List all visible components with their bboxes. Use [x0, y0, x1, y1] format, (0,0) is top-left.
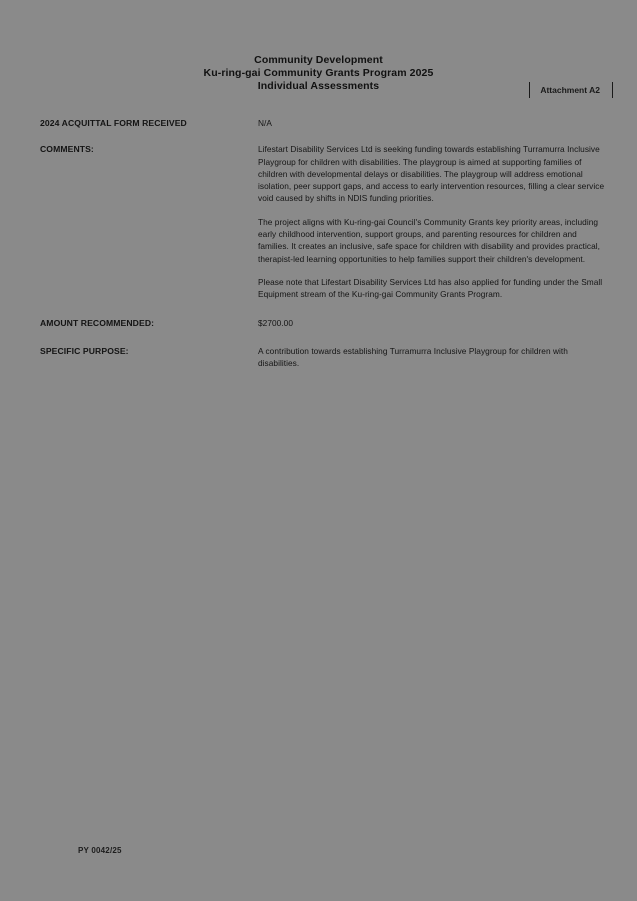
document-page: [20, 12, 617, 889]
header-line-3: Individual Assessments: [257, 80, 380, 92]
document-header: [20, 12, 617, 93]
table-row: [40, 117, 609, 129]
attachment-label: Attachment A2: [529, 82, 613, 98]
row-value: [258, 345, 609, 370]
table-row: [40, 143, 609, 300]
row-label: SPECIFIC PURPOSE:: [40, 345, 129, 356]
row-label: AMOUNT RECOMMENDED:: [40, 317, 155, 328]
header-line-2: Ku-ring-gai Community Grants Program 2025: [203, 67, 434, 79]
row-value: [258, 117, 609, 129]
row-paragraph: The project aligns with Ku-ring-gai Council's Community Grants key priority areas, including early childhood intervention, support groups, and parenting resources for children and families. It creates an inclusive, safe space for children with disability and provides practical, therapist-led learning opportunities to help families support their children's development.: [258, 216, 601, 264]
row-paragraph: A contribution towards establishing Turramurra Inclusive Playgroup for children with disabilities.: [258, 345, 568, 369]
row-paragraph: Lifestart Disability Services Ltd is seeking funding towards establishing Turramurra Inclusive Playgroup for children with disabilities. The playgroup is aimed at supporting families of children with developmental delays or disabilities. The playgroup will address emotional isolation, peer support gaps, and access to early intervention resources, filling a clear service void caused by shifts in NDIS funding priorities.: [258, 144, 605, 204]
row-label: 2024 ACQUITTAL FORM RECEIVED: [40, 118, 187, 128]
row-paragraph: N/A: [258, 118, 272, 128]
row-value: [258, 143, 609, 300]
row-paragraph: Please note that Lifestart Disability Services Ltd has also applied for funding under the Small Equipment stream of the Ku-ring-gai Community Grants Program.: [258, 276, 603, 300]
row-value: [258, 317, 609, 329]
footer-reference: PY 0042/25: [78, 846, 122, 855]
row-paragraph: $2700.00: [258, 317, 294, 328]
header-line-1: Community Development: [254, 54, 383, 66]
table-row: [40, 317, 609, 329]
row-label: COMMENTS:: [40, 144, 94, 155]
table-row: [40, 345, 609, 370]
document-body: [40, 117, 609, 383]
